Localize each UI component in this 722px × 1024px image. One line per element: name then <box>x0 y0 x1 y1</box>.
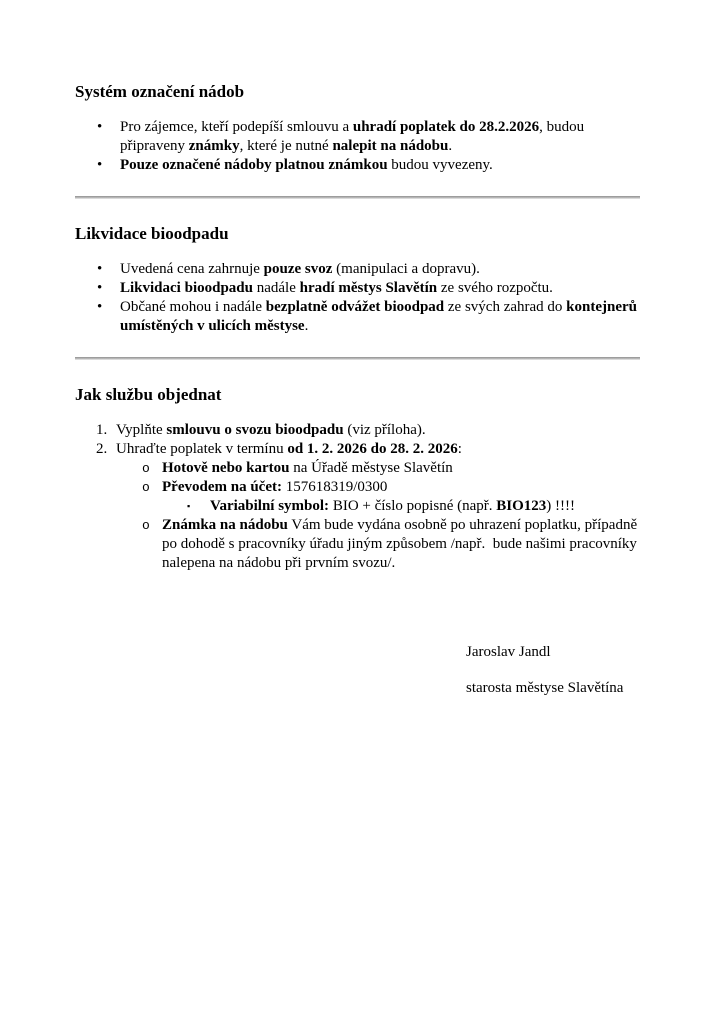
bold-run: Známka na nádobu <box>162 517 288 533</box>
list-item <box>75 279 640 298</box>
list-item <box>75 421 640 440</box>
text-run: , budou připraveny <box>120 119 585 154</box>
bullet-marker: o <box>142 480 150 495</box>
signature-title: starosta městyse Slavětína <box>466 680 624 696</box>
list <box>75 421 640 573</box>
text-run: ze svých zahrad do <box>444 299 567 315</box>
list-item-text <box>162 516 640 573</box>
text-run: na Úřadě městyse Slavětín <box>289 460 453 476</box>
text-run: Občané mohou i nadále <box>120 299 266 315</box>
bold-run: uhradí poplatek do 28.2.2026 <box>352 119 540 135</box>
bullet-marker: • <box>97 157 103 173</box>
document-section <box>75 82 640 175</box>
list-item <box>75 118 640 156</box>
list-item <box>75 478 640 497</box>
bold-run: Pouze označené nádoby platnou známkou <box>120 157 388 173</box>
bullet-marker: • <box>97 280 103 296</box>
bold-run: Hotově nebo kartou <box>162 460 290 476</box>
list-item-text <box>120 298 640 336</box>
bold-run: pouze svoz <box>263 261 333 277</box>
bold-run: od 1. 2. 2026 do 28. 2. 2026 <box>287 441 458 457</box>
list-number: 1. <box>96 422 108 438</box>
section-heading: Systém označení nádob <box>75 82 245 101</box>
bold-run: Převodem na účet: <box>162 479 282 495</box>
list-item-text <box>120 118 640 156</box>
bullet-marker: • <box>97 261 103 277</box>
bold-run: bezplatně odvážet bioodpad <box>265 299 445 315</box>
text-run: nadále <box>252 280 300 296</box>
bullet-marker: o <box>142 518 150 533</box>
text-run: 157618319/0300 <box>281 479 388 495</box>
list-item <box>75 298 640 336</box>
text-run: ) !!!! <box>546 498 575 514</box>
text-run: . <box>448 138 453 154</box>
list-item-text <box>120 260 640 279</box>
text-run: (viz příloha). <box>343 422 426 438</box>
text-run: : <box>457 441 462 457</box>
bold-run: známky <box>188 138 240 154</box>
bold-run: kontejnerů umístěných v ulicích městyse <box>120 299 638 334</box>
bullet-marker: • <box>97 119 103 135</box>
text-run: , které je nutné <box>239 138 333 154</box>
list-item <box>75 440 640 459</box>
text-run: Pro zájemce, kteří podepíší smlouvu a <box>120 119 353 135</box>
bold-run: nalepit na nádobu <box>332 138 449 154</box>
list-item <box>75 516 640 573</box>
document-sections <box>75 82 640 573</box>
list-item-text <box>120 279 640 298</box>
text-run: ze svého rozpočtu. <box>437 280 553 296</box>
bullet-marker: • <box>97 299 103 315</box>
bold-run: Likvidaci bioodpadu <box>120 280 253 296</box>
signature-block <box>466 643 640 698</box>
bold-run: smlouvu o svozu bioodpadu <box>166 422 344 438</box>
list-item <box>75 260 640 279</box>
list-item-text <box>162 459 640 478</box>
list-number: 2. <box>96 441 108 457</box>
list <box>75 260 640 336</box>
bold-run: hradí městys Slavětín <box>299 280 438 296</box>
text-run: Uhraďte poplatek v termínu <box>116 441 288 457</box>
text-run: (manipulaci a dopravu). <box>332 261 480 277</box>
list <box>75 118 640 175</box>
list-item-text <box>116 440 640 459</box>
list-item-text <box>120 156 640 175</box>
text-run: . <box>304 318 309 334</box>
list-item-text <box>116 421 640 440</box>
text-run: Uvedená cena zahrnuje <box>120 261 264 277</box>
list-item-text <box>210 497 640 516</box>
section-divider <box>75 357 640 360</box>
bullet-marker: ▪ <box>187 501 191 511</box>
section-heading: Jak službu objednat <box>75 385 222 404</box>
bullet-marker: o <box>142 461 150 476</box>
list-item <box>75 497 640 516</box>
text-run: BIO + číslo popisné (např. <box>329 498 497 514</box>
bold-run: BIO123 <box>496 498 547 514</box>
signature-name: Jaroslav Jandl <box>466 644 551 660</box>
bold-run: Variabilní symbol: <box>210 498 330 514</box>
text-run: Vyplňte <box>116 422 167 438</box>
list-item <box>75 459 640 478</box>
list-item <box>75 156 640 175</box>
list-item-text <box>162 478 640 497</box>
text-run: budou vyvezeny. <box>387 157 493 173</box>
document-section <box>75 385 640 573</box>
section-heading: Likvidace bioodpadu <box>75 224 229 243</box>
text-run: Vám bude vydána osobně po uhrazení poplatku, případně po dohodě s pracovníky úřadu jiným způsobem /např. bude našimi pracovníky nalepena na nádobu při prvním svozu/. <box>162 517 638 571</box>
section-divider <box>75 196 640 199</box>
document-section <box>75 224 640 336</box>
